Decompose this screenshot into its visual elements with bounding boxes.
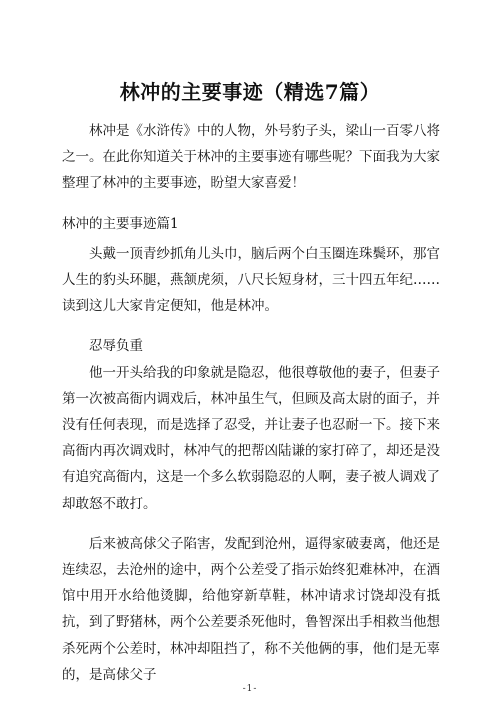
- body-paragraph-1: 他一开头给我的印象就是隐忍，他很尊敬他的妻子，但妻子第一次被高衙内调戏后，林冲虽生气，但顾及高太尉的面子，并没有任何表现，而是选择了忍受，并让妻子也忍耐一下。接下来高衙内再次调戏时，林冲气的把帮凶陆谦的家打碎了，却还是没有追究高衙内，这是一个多么软弱隐忍的人啊，妻子被人调戏了却敢怒不敢打。: [62, 364, 440, 512]
- subheading: 忍辱负重: [89, 338, 143, 355]
- intro-paragraph: 林冲是《水浒传》中的人物，外号豹子头，梁山一百零八将之一。在此你知道关于林冲的主要事迹有哪些呢？下面我为大家整理了林冲的主要事迹，盼望大家喜爱！: [62, 123, 440, 192]
- body-paragraph-2: 后来被高俅父子陷害，发配到沧州，逼得家破妻离，他还是连续忍，去沧州的途中，两个公差受了指示始终犯难林冲，在酒馆中用开水给他烫脚，给他穿新草鞋，林冲请求讨饶却没有抵抗，到了野猪林，两个公差要杀死他时，鲁智深出手相救当他想杀死两个公差时，林冲却阻挡了，称不关他俩的事，他们是无辜的，是高俅父子: [62, 535, 440, 683]
- page-number: -1-: [242, 684, 258, 694]
- document-title: 林冲的主要事迹（精选7篇）: [119, 80, 381, 104]
- section-heading: 林冲的主要事迹篇1: [62, 215, 179, 232]
- description-paragraph: 头戴一顶青纱抓角儿头巾，脑后两个白玉圈连珠鬓环，那官人生的豹头环腿，燕颔虎须，八尺长短身材，三十四五年纪……读到这儿大家肯定便知，他是林冲。: [62, 245, 440, 315]
- document-body: [62, 118, 440, 702]
